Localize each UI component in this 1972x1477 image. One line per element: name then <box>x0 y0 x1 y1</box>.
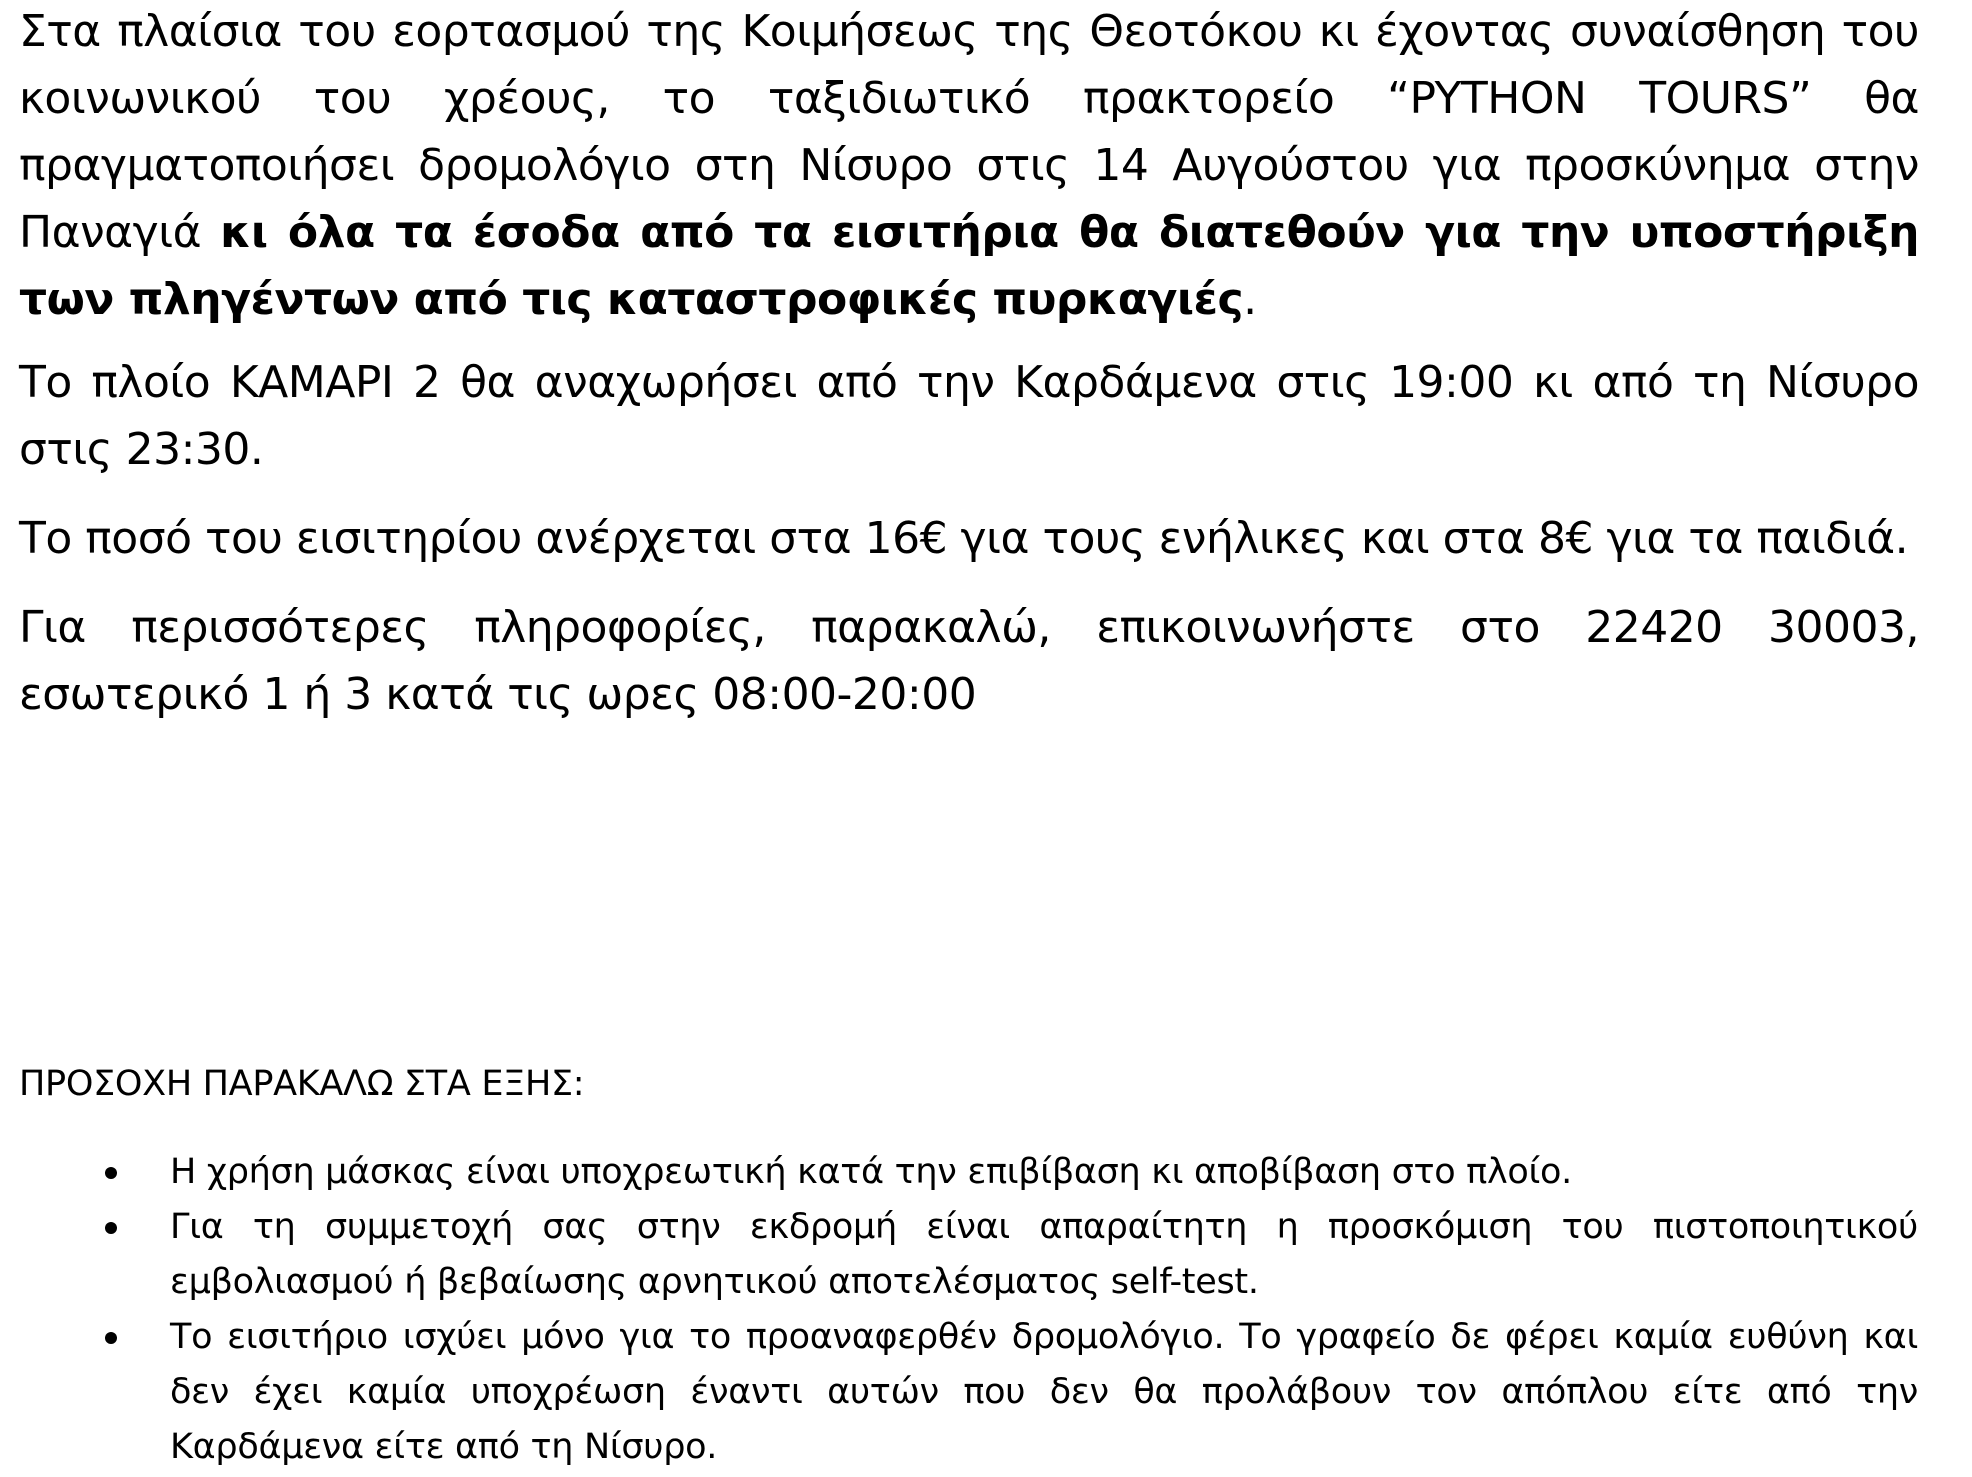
departure-paragraph: Το πλοίο ΚΑΜΑΡΙ 2 θα αναχωρήσει από την Καρδάμενα στις 19:00 κι από τη Νίσυρο στις 23:30. <box>19 357 1919 475</box>
bullet-icon <box>105 1167 117 1179</box>
intro-bold-text: κι όλα τα έσοδα από τα εισιτήρια θα διατεθούν για την υποστήριξη των πληγέντων από τις καταστροφικές πυρκαγιές <box>19 207 1919 325</box>
notice-item <box>90 1310 1918 1475</box>
ticket-price-paragraph: Το ποσό του εισιτηρίου ανέρχεται στα 16€ για τους ενήλικες και στα 8€ για τα παιδιά. <box>19 513 1909 564</box>
notice-item-text: Το εισιτήριο ισχύει μόνο για το προαναφερθέν δρομολόγιο. Το γραφείο δε φέρει καμία ευθύνη και δεν έχει καμία υποχρέωση έναντι αυτών που δεν θα προλάβουν τον απόπλου είτε από την Καρδάμενα είτε από τη Νίσυρο. <box>170 1317 1918 1467</box>
bullet-icon <box>105 1332 117 1344</box>
notice-list <box>90 1145 1918 1475</box>
notice-item-text: Για τη συμμετοχή σας στην εκδρομή είναι απαραίτητη η προσκόμιση του πιστοποιητικού εμβολιασμού ή βεβαίωσης αρνητικού αποτελέσματος self-test. <box>170 1207 1918 1302</box>
intro-text-end: . <box>1243 274 1257 325</box>
document-body <box>19 0 1919 728</box>
notice-item <box>90 1145 1918 1200</box>
notice-item <box>90 1200 1918 1310</box>
notice-item-text: Η χρήση μάσκας είναι υποχρεωτική κατά την επιβίβαση κι αποβίβαση στο πλοίο. <box>170 1152 1572 1192</box>
intro-paragraph <box>19 0 1919 333</box>
bullet-icon <box>105 1222 117 1234</box>
contact-paragraph: Για περισσότερες πληροφορίες, παρακαλώ, επικοινωνήστε στο 22420 30003, εσωτερικό 1 ή 3 κατά τις ωρες 08:00-20:00 <box>19 602 1919 720</box>
intro-text: Στα πλαίσια του εορτασμού της Κοιμήσεως της Θεοτόκου κι έχοντας συναίσθηση του κοινωνικού του χρέους, το ταξιδιωτικό πρακτορείο “PYTHON TOURS” θα πραγματοποιήσει δρομολόγιο στη Νίσυρο στις 14 Αυγούστου για προσκύνημα στην Παναγιά <box>19 6 1919 258</box>
notice-title: ΠΡΟΣΟΧΗ ΠΑΡΑΚΑΛΩ ΣΤΑ ΕΞΗΣ: <box>19 1064 585 1104</box>
